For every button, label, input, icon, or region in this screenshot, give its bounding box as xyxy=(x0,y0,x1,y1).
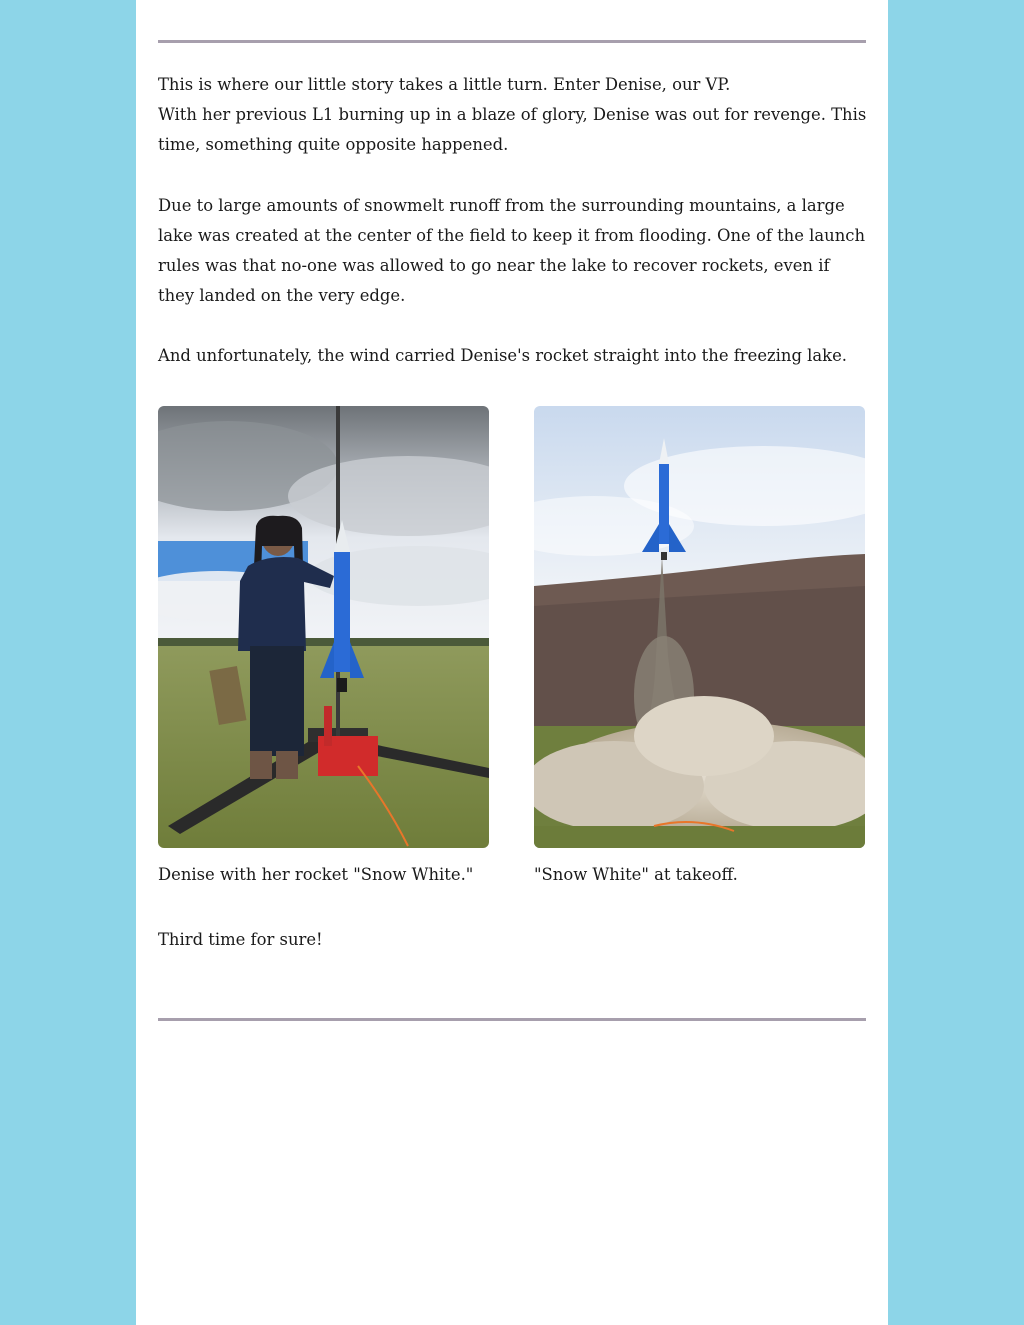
intro-line-2: With her previous L1 burning up in a blaze of glory, Denise was out for revenge. This time, something quite opposite happened. xyxy=(158,105,867,154)
lake-paragraph: Due to large amounts of snowmelt runoff from the surrounding mountains, a large lake was created at the center of the field to keep it from flooding. One of the launch rules was that no-one was allowed to go near the lake to recover rockets, even if they landed on the very edge. xyxy=(158,196,866,305)
left-photo-caption: Denise with her rocket "Snow White." xyxy=(158,865,474,884)
intro-line-1: This is where our little story takes a little turn. Enter Denise, our VP. xyxy=(158,75,731,94)
article-page xyxy=(136,0,888,1325)
closing-line: Third time for sure! xyxy=(158,930,323,949)
takeoff-photo xyxy=(534,406,865,848)
top-divider xyxy=(158,40,866,43)
denise-rocket-photo xyxy=(158,406,489,848)
bottom-divider xyxy=(158,1018,866,1021)
wind-paragraph: And unfortunately, the wind carried Denise's rocket straight into the freezing lake. xyxy=(158,346,848,365)
intro-paragraph xyxy=(158,70,868,160)
right-photo-caption: "Snow White" at takeoff. xyxy=(534,865,738,884)
